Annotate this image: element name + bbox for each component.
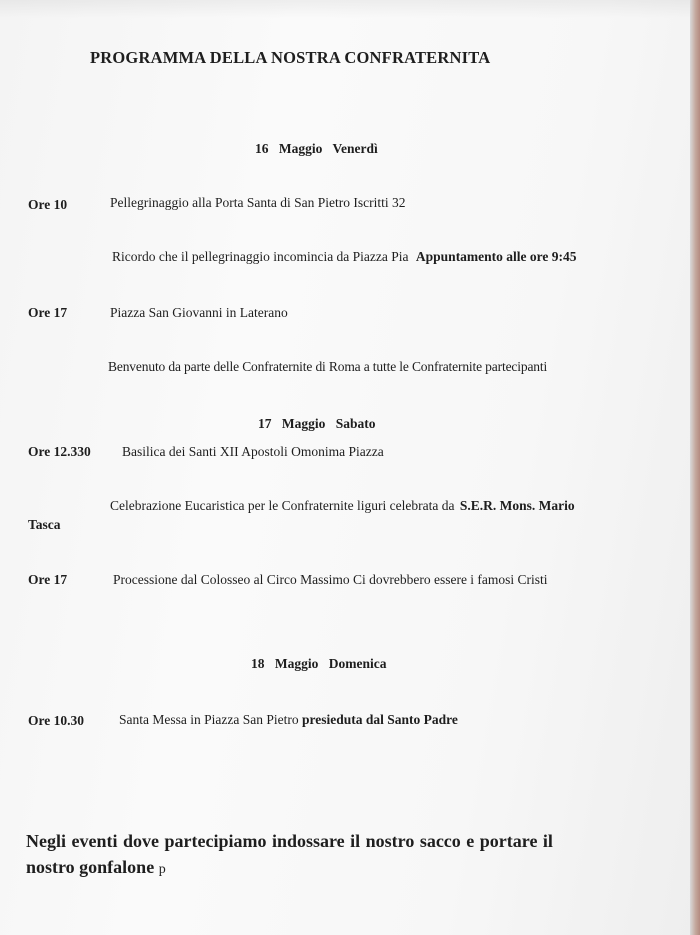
closing-line-2-tail: p <box>158 862 166 877</box>
event-text: Piazza San Giovanni in Laterano <box>110 305 288 320</box>
event-time: Ore 12.330 <box>28 444 91 459</box>
event-note-text: Ricordo che il pellegrinaggio incomincia da Piazza Pia <box>112 249 409 264</box>
event-note <box>112 249 577 265</box>
day-heading-16-maggio: 16 Maggio Venerdì <box>255 141 378 156</box>
day-heading-17-maggio: 17 Maggio Sabato <box>258 416 376 431</box>
page-shadow <box>0 0 690 18</box>
closing-line-1: Negli eventi dove partecipiamo indossare il nostro sacco e portare il <box>26 831 553 851</box>
document-title: PROGRAMMA DELLA NOSTRA CONFRATERNITA <box>90 48 491 67</box>
event-note-text: Celebrazione Eucaristica per le Confraternite liguri celebrata da <box>110 498 455 513</box>
event-note <box>110 498 575 514</box>
event-note-bold: Appuntamento alle ore 9:45 <box>415 249 577 264</box>
event-time: Ore 10.30 <box>28 713 84 728</box>
event-text-bold: presieduta dal Santo Padre <box>301 712 458 727</box>
closing-line-2 <box>26 856 166 881</box>
event-time: Ore 10 <box>28 197 68 212</box>
event-note-continuation: Tasca <box>28 517 61 532</box>
event-note: Benvenuto da parte delle Confraternite di Roma a tutte le Confraternite partecipanti <box>108 359 548 374</box>
event-note-bold: S.E.R. Mons. Mario <box>459 498 575 513</box>
event-text-regular: Santa Messa in Piazza San Pietro <box>119 712 299 727</box>
closing-line-2-text: nostro gonfalone <box>26 857 155 877</box>
event-time: Ore 17 <box>28 572 68 587</box>
event-text <box>119 712 458 728</box>
page-edge <box>690 0 700 935</box>
event-time: Ore 17 <box>28 305 68 320</box>
event-text: Processione dal Colosseo al Circo Massimo Ci dovrebbero essere i famosi Cristi <box>113 572 548 587</box>
day-heading-18-maggio: 18 Maggio Domenica <box>251 656 387 671</box>
event-text: Pellegrinaggio alla Porta Santa di San Pietro Iscritti 32 <box>110 195 406 210</box>
event-text: Basilica dei Santi XII Apostoli Omonima Piazza <box>122 444 384 459</box>
